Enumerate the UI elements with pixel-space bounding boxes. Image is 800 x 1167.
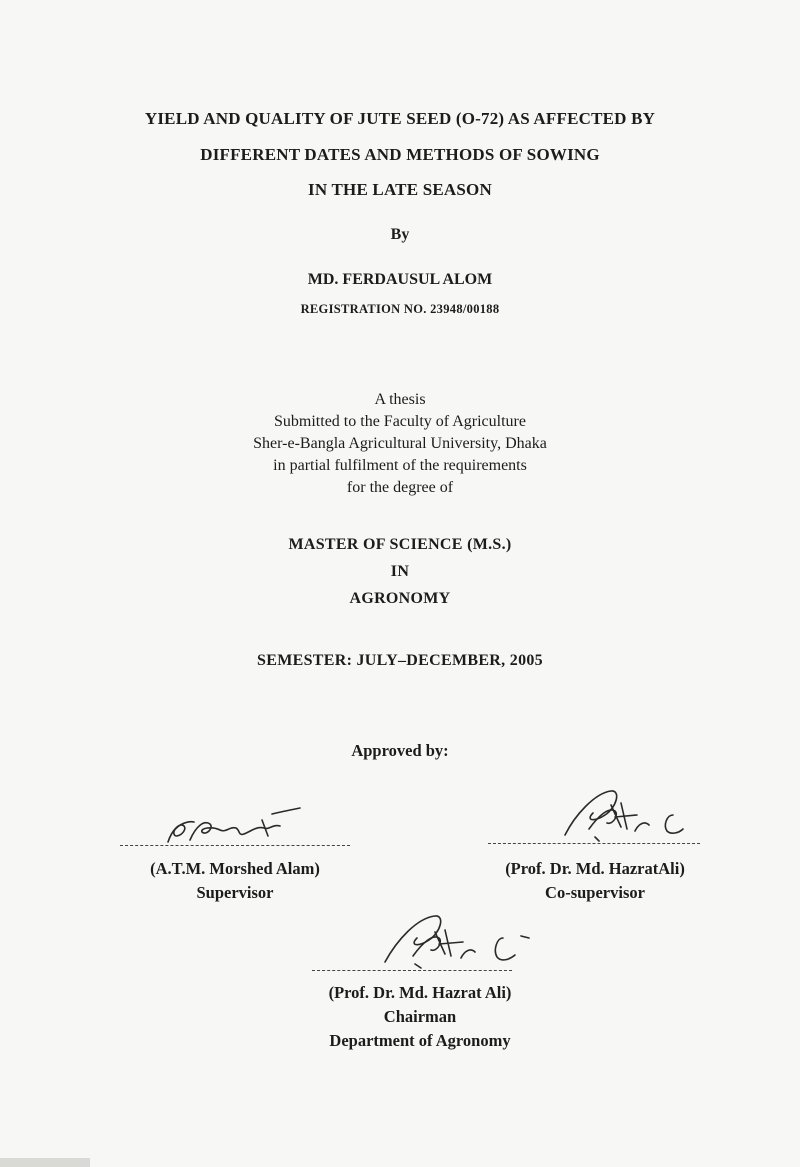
supervisor-name: (A.T.M. Morshed Alam) xyxy=(150,859,320,878)
chairman-department: Department of Agronomy xyxy=(329,1031,511,1050)
chairman-name: (Prof. Dr. Md. Hazrat Ali) xyxy=(328,983,512,1002)
degree-block xyxy=(0,531,800,612)
co-supervisor-name: (Prof. Dr. Md. HazratAli) xyxy=(505,859,685,878)
chairman-block xyxy=(280,981,560,1053)
semester: SEMESTER: JULY–DECEMBER, 2005 xyxy=(257,652,543,669)
chairman-signature-line xyxy=(312,970,512,971)
registration-number: REGISTRATION NO. 23948/00188 xyxy=(300,302,500,316)
thesis-statement xyxy=(0,389,800,499)
degree-line-3: AGRONOMY xyxy=(349,590,451,607)
thesis-line: Submitted to the Faculty of Agriculture xyxy=(274,413,526,430)
author-name: MD. FERDAUSUL ALOM xyxy=(307,271,493,288)
title-line-1: YIELD AND QUALITY OF JUTE SEED (O-72) AS AFFECTED BY xyxy=(144,109,656,128)
co-supervisor-block xyxy=(460,857,730,905)
supervisor-signature xyxy=(160,800,310,848)
degree-line-2: IN xyxy=(390,563,410,580)
scan-edge-mark xyxy=(0,1158,90,1167)
supervisor-block xyxy=(105,857,365,905)
supervisor-signature-line xyxy=(120,845,350,846)
degree-line-1: MASTER OF SCIENCE (M.S.) xyxy=(288,536,512,553)
thesis-line: A thesis xyxy=(374,391,426,408)
title-line-3: IN THE LATE SEASON xyxy=(308,180,492,199)
supervisor-role: Supervisor xyxy=(196,883,274,902)
thesis-line: in partial fulfilment of the requirements xyxy=(273,457,527,474)
chairman-signature xyxy=(375,910,540,972)
approved-by-label: Approved by: xyxy=(351,741,449,760)
chairman-role: Chairman xyxy=(383,1007,457,1026)
by-label: By xyxy=(390,226,410,243)
co-supervisor-role: Co-supervisor xyxy=(545,883,645,902)
title-line-2: DIFFERENT DATES AND METHODS OF SOWING xyxy=(200,145,600,164)
thesis-line: for the degree of xyxy=(346,479,454,496)
co-supervisor-signature-line xyxy=(488,843,700,844)
thesis-line: Sher-e-Bangla Agricultural University, Dhaka xyxy=(253,435,547,452)
co-supervisor-signature xyxy=(555,785,705,845)
